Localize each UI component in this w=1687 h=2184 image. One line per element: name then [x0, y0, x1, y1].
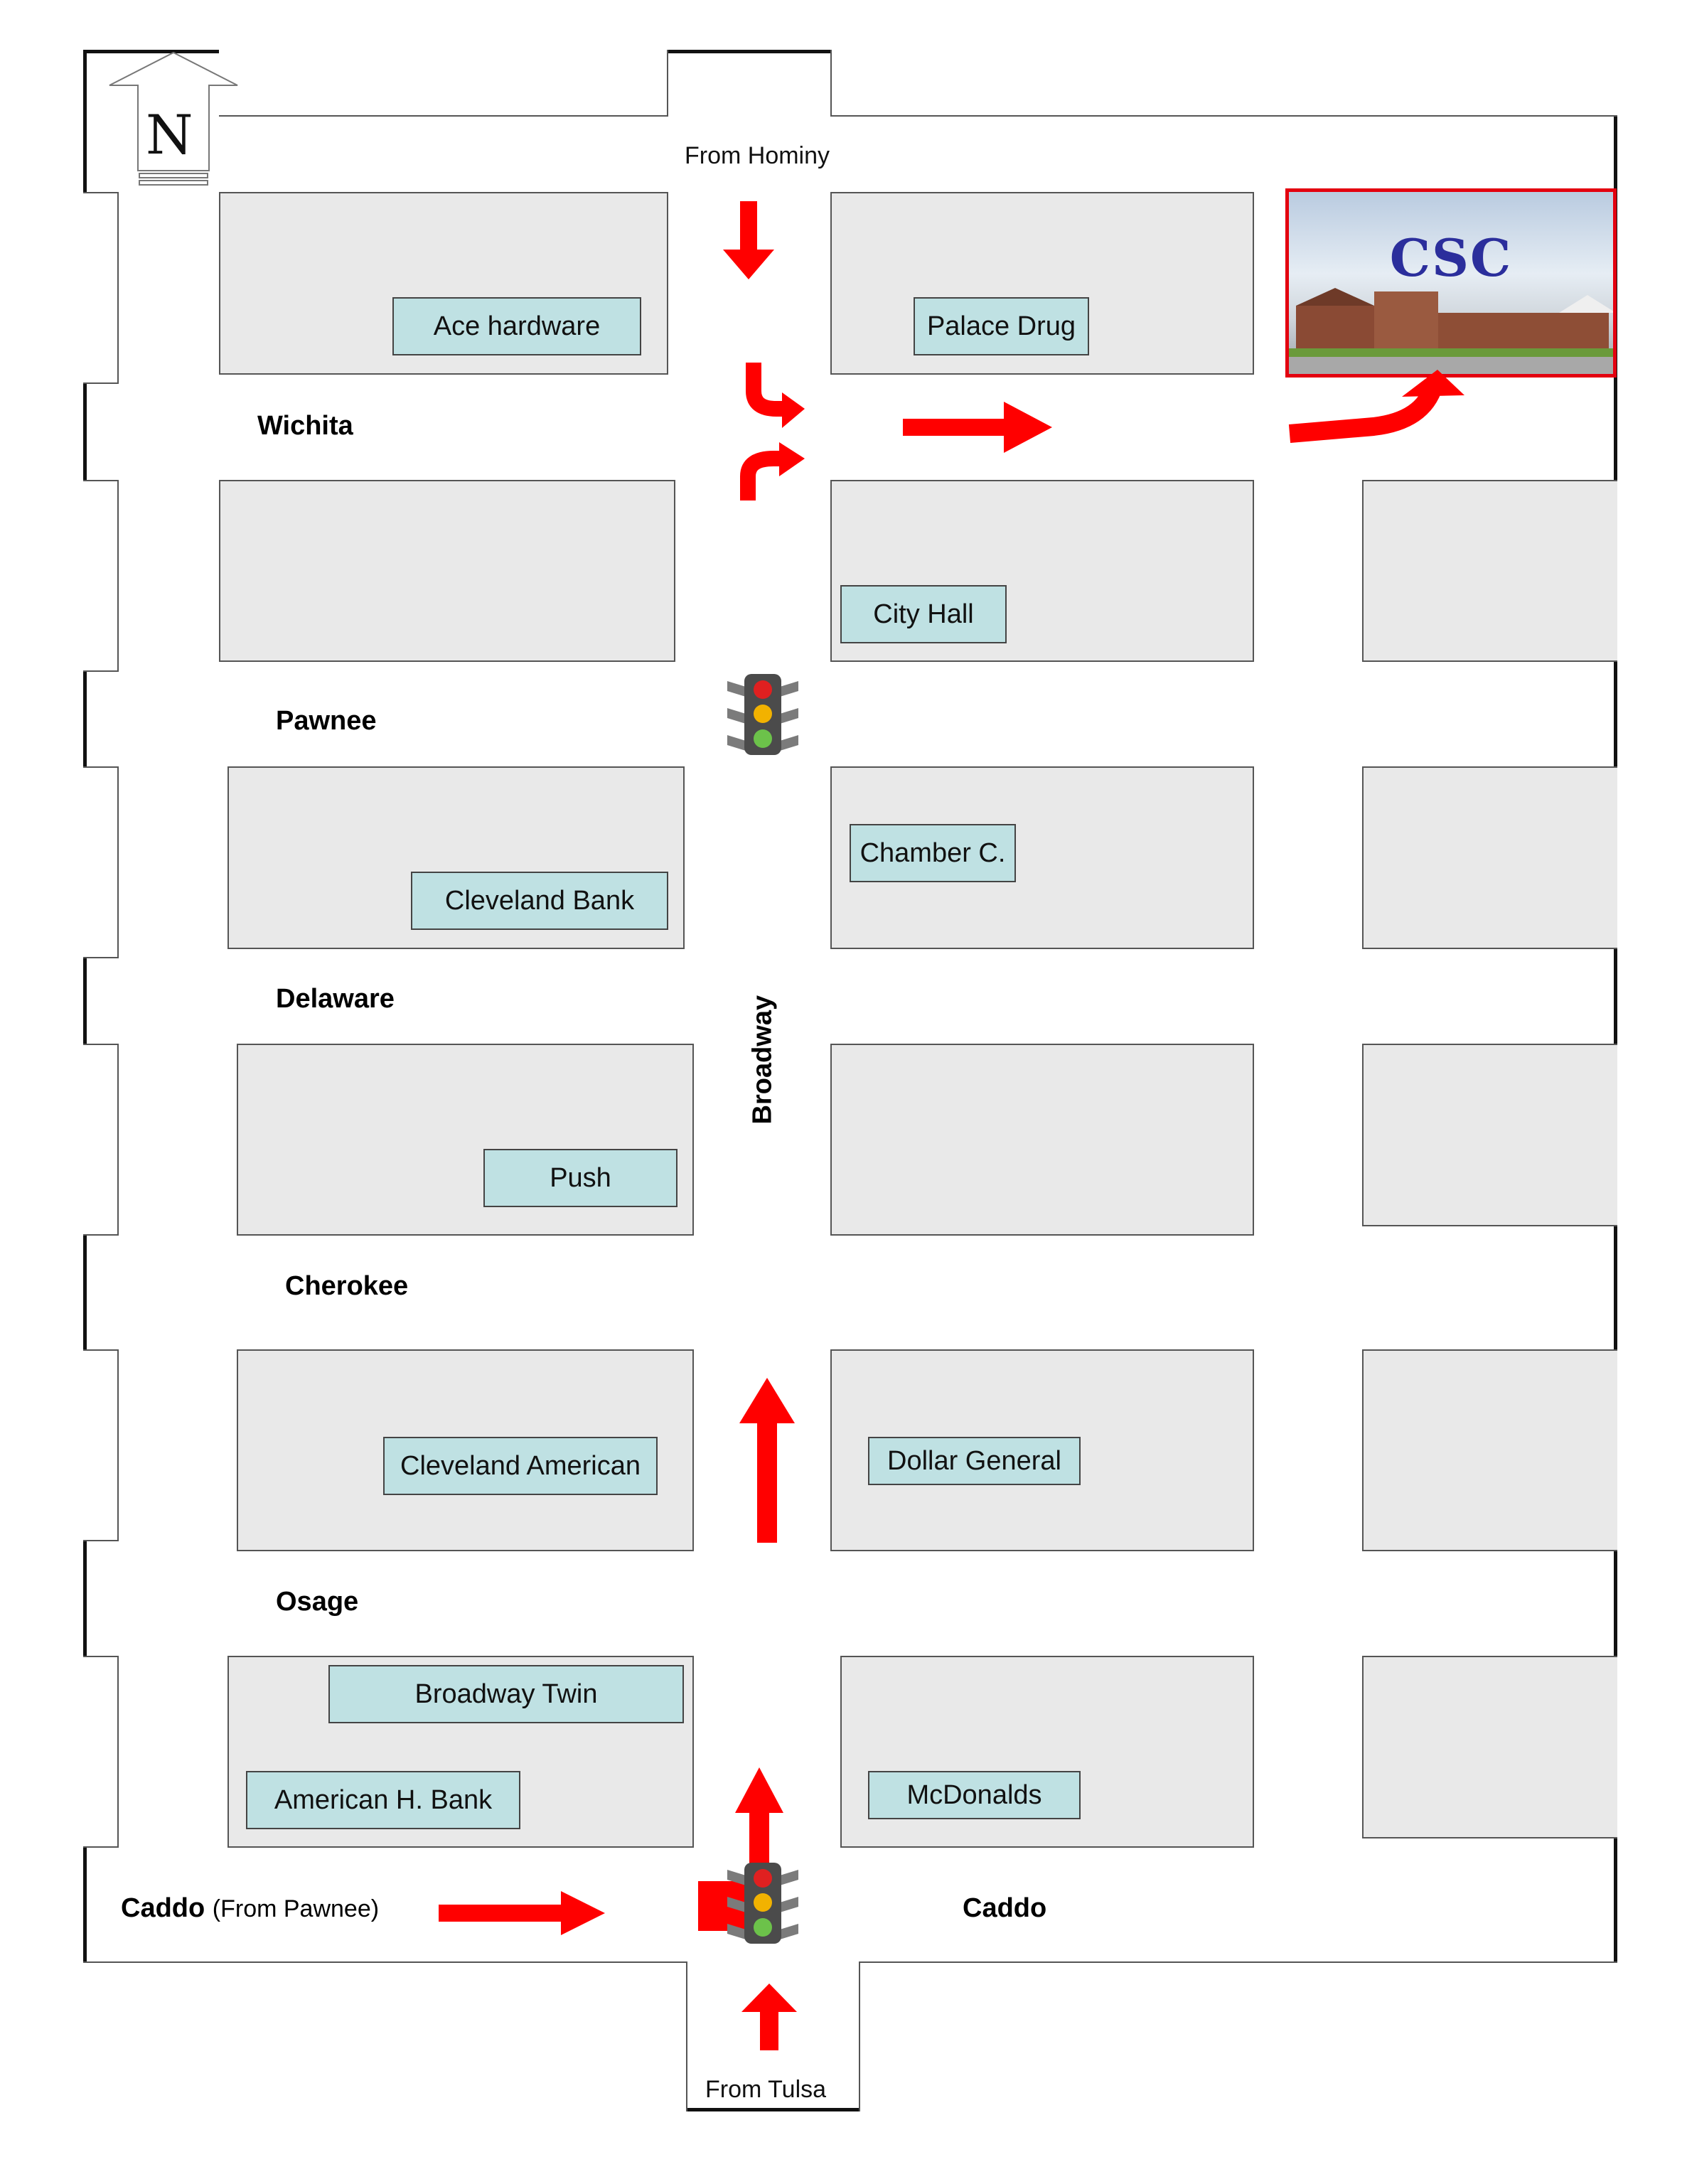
block-west-edge-3: [83, 766, 119, 958]
csc-building-photo: [1285, 188, 1617, 378]
arrow-east-wichita-icon: [903, 400, 1054, 454]
street-delaware: Delaware: [276, 984, 395, 1014]
traffic-light-caddo-icon: [727, 1861, 798, 1945]
block-row5-east: [1362, 1349, 1617, 1551]
street-pawnee: Pawnee: [276, 706, 377, 736]
csc-title: CSC: [1389, 228, 1513, 288]
block-west-edge-1: [83, 192, 119, 384]
arrow-curve-to-csc-icon: [1288, 370, 1473, 449]
street-caddo-west-name: Caddo: [121, 1893, 205, 1923]
arrow-turn-east-from-south-icon: [738, 441, 806, 500]
arrow-north-from-tulsa-icon: [740, 1984, 798, 2052]
block-row4-east: [1362, 1044, 1617, 1226]
block-west-edge-2: [83, 480, 119, 672]
from-tulsa-label: From Tulsa: [705, 2076, 827, 2103]
block-west-edge-5: [83, 1349, 119, 1541]
place-palace-drug: Palace Drug: [914, 297, 1089, 355]
arrow-north-broadway-icon: [738, 1378, 796, 1544]
block-west-edge-6: [83, 1656, 119, 1848]
arrow-down-from-hominy-icon: [720, 201, 777, 281]
block-row6-east: [1362, 1656, 1617, 1838]
bottom-block-east: [859, 1961, 1617, 2111]
place-city-hall: City Hall: [840, 585, 1007, 643]
place-dollar-general: Dollar General: [868, 1437, 1081, 1485]
place-chamber-c: Chamber C.: [850, 824, 1016, 882]
street-caddo-west-note: (From Pawnee): [212, 1895, 380, 1922]
arrow-east-caddo-icon: [439, 1891, 606, 1935]
csc-building-icon: [1289, 277, 1617, 378]
block-row4-mid: [830, 1044, 1254, 1236]
place-ace-hardware: Ace hardware: [392, 297, 641, 355]
block-row2-east: [1362, 480, 1617, 662]
block-west-edge-4: [83, 1044, 119, 1236]
street-osage: Osage: [276, 1587, 359, 1617]
street-broadway: Broadway: [747, 995, 778, 1125]
bottom-block-west: [83, 1961, 687, 2111]
street-cherokee: Cherokee: [285, 1271, 409, 1301]
street-wichita: Wichita: [257, 411, 353, 441]
street-caddo-west: [121, 1893, 379, 1924]
arrow-turn-east-from-north-icon: [748, 363, 805, 434]
north-letter: N: [146, 103, 193, 166]
place-american-h-bank: American H. Bank: [246, 1771, 520, 1829]
place-cleveland-bank: Cleveland Bank: [411, 872, 668, 930]
place-broadway-twin: Broadway Twin: [328, 1665, 684, 1723]
top-block-west: [219, 50, 668, 117]
from-hominy-label: From Hominy: [685, 142, 830, 169]
place-mcdonalds: McDonalds: [868, 1771, 1081, 1819]
block-row2-west: [219, 480, 675, 662]
top-block-east: [830, 50, 1617, 117]
street-caddo-east: Caddo: [963, 1893, 1047, 1923]
block-row3-east: [1362, 766, 1617, 949]
traffic-light-pawnee-icon: [727, 673, 798, 756]
place-cleveland-american: Cleveland American: [383, 1437, 658, 1495]
place-push: Push: [483, 1149, 678, 1207]
